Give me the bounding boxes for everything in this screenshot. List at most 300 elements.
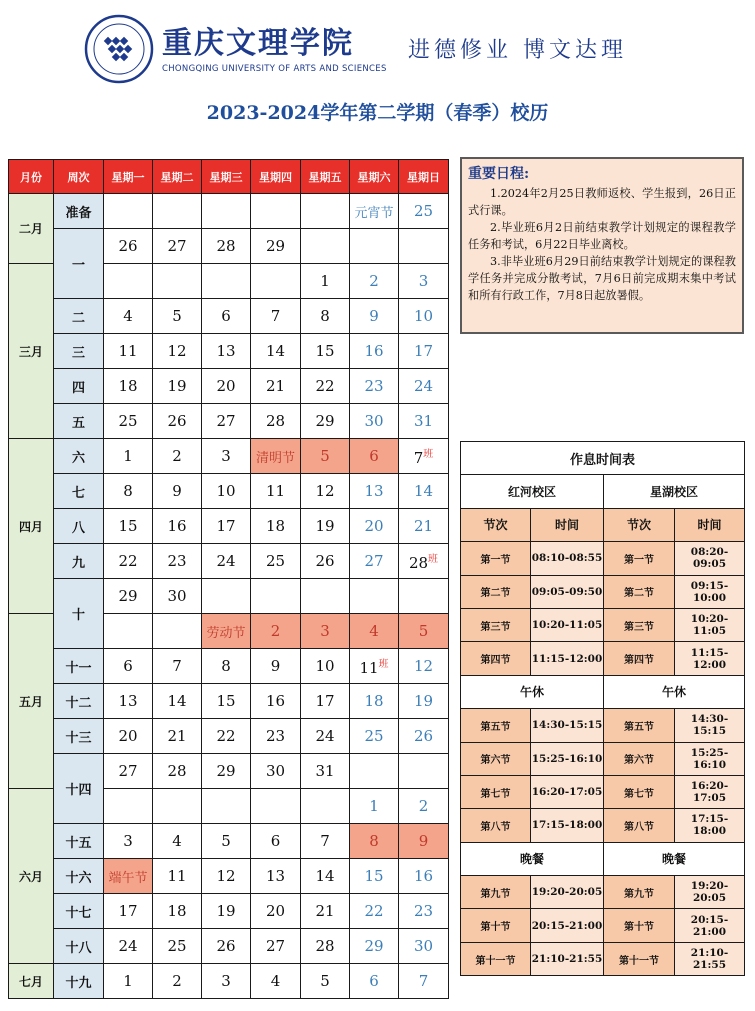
- notes-title: 重要日程:: [468, 166, 530, 182]
- day-cell: 8: [202, 649, 251, 684]
- day-cell: 30: [251, 754, 301, 789]
- period-time: 15:25-16:10: [531, 742, 604, 775]
- period-label: 第五节: [604, 709, 675, 742]
- period-label: 第六节: [604, 742, 675, 775]
- day-cell: 25: [350, 719, 399, 754]
- day-cell: 4: [104, 299, 153, 334]
- noon-break-label: 午休: [461, 675, 604, 708]
- day-cell: 9: [153, 474, 202, 509]
- calendar-row: [9, 439, 449, 474]
- campus-a-label: 红河校区: [461, 475, 604, 508]
- day-cell: [301, 229, 350, 264]
- period-time: 20:15-21:00: [675, 909, 745, 942]
- time-header: 时间: [531, 508, 604, 541]
- day-cell: [399, 579, 449, 614]
- day-cell: 27: [251, 929, 301, 964]
- day-cell: 4: [153, 824, 202, 859]
- day-cell: 12: [202, 859, 251, 894]
- calendar-row: [9, 369, 449, 404]
- period-time: 09:15-10:00: [675, 575, 745, 608]
- period-label: 第一节: [461, 542, 531, 575]
- campus-b-label: 星湖校区: [604, 475, 745, 508]
- day-cell: 17: [301, 684, 350, 719]
- month-label: 二月: [9, 194, 54, 264]
- holiday-cell: 劳动节: [202, 614, 251, 649]
- noon-break-label: 午休: [604, 675, 745, 708]
- day-cell: 2: [153, 964, 202, 999]
- day-cell: 18: [350, 684, 399, 719]
- period-label: 第九节: [461, 876, 531, 909]
- day-cell: 22: [301, 369, 350, 404]
- day-cell: [399, 229, 449, 264]
- period-time: 14:30-15:15: [531, 709, 604, 742]
- day-cell: 3: [104, 824, 153, 859]
- day-cell: 29: [350, 929, 399, 964]
- break-row: [461, 842, 745, 875]
- period-label: 第二节: [461, 575, 531, 608]
- month-label: 七月: [9, 964, 54, 999]
- day-cell: [251, 789, 301, 824]
- holiday-cell: 5: [399, 614, 449, 649]
- day-cell: 3: [202, 439, 251, 474]
- workday-mark: 班: [378, 659, 389, 670]
- day-cell: 6: [350, 964, 399, 999]
- calendar-row: [9, 229, 449, 264]
- schedule-row: [461, 809, 745, 842]
- day-cell: 23: [399, 894, 449, 929]
- schedule-row: [461, 608, 745, 641]
- schedule-row: [461, 775, 745, 808]
- period-time: 21:10-21:55: [675, 942, 745, 975]
- header-week: 周次: [54, 160, 104, 194]
- day-cell: [202, 579, 251, 614]
- day-cell: 22: [202, 719, 251, 754]
- holiday-cell: 清明节: [251, 439, 301, 474]
- header-month: 月份: [9, 160, 54, 194]
- month-label: 六月: [9, 789, 54, 964]
- day-cell: 16: [251, 684, 301, 719]
- day-cell: 20: [251, 894, 301, 929]
- day-cell: [251, 264, 301, 299]
- makeup-workday-cell: [350, 649, 399, 684]
- week-label: 十八: [54, 929, 104, 964]
- day-cell: [350, 229, 399, 264]
- day-cell: 27: [202, 404, 251, 439]
- day-cell: 10: [399, 299, 449, 334]
- workday-mark: 班: [428, 554, 439, 565]
- week-label: 十三: [54, 719, 104, 754]
- day-cell: 7: [301, 824, 350, 859]
- schedule-header-row: [461, 508, 745, 541]
- day-cell: 27: [153, 229, 202, 264]
- day-cell: 7: [399, 964, 449, 999]
- period-time: 19:20-20:05: [531, 876, 604, 909]
- calendar-row: [9, 859, 449, 894]
- day-cell: 14: [399, 474, 449, 509]
- day-cell: 14: [153, 684, 202, 719]
- schedule-row: [461, 542, 745, 575]
- note-item: 2.毕业班6月2日前结束教学计划规定的课程教学任务和考试，6月22日毕业离校。: [468, 221, 736, 251]
- week-label: 九: [54, 544, 104, 579]
- day-cell: 12: [153, 334, 202, 369]
- period-time: 19:20-20:05: [675, 876, 745, 909]
- period-label: 第六节: [461, 742, 531, 775]
- day-cell: 23: [251, 719, 301, 754]
- day-cell: 26: [104, 229, 153, 264]
- schedule-title: 作息时间表: [461, 442, 745, 475]
- day-cell: [153, 614, 202, 649]
- holiday-cell: 8: [350, 824, 399, 859]
- day-cell: 26: [399, 719, 449, 754]
- holiday-cell: 5: [301, 439, 350, 474]
- week-label: 八: [54, 509, 104, 544]
- week-label: 十一: [54, 649, 104, 684]
- time-header: 时间: [675, 508, 745, 541]
- calendar-row: [9, 509, 449, 544]
- month-label: 五月: [9, 614, 54, 789]
- header-tue: 星期二: [153, 160, 202, 194]
- holiday-cell: 4: [350, 614, 399, 649]
- day-cell: 9: [350, 299, 399, 334]
- period-label: 第三节: [604, 608, 675, 641]
- schedule-row: [461, 942, 745, 975]
- day-cell: 25: [251, 544, 301, 579]
- week-label: 十二: [54, 684, 104, 719]
- day-cell: 7: [251, 299, 301, 334]
- day-cell: 8: [301, 299, 350, 334]
- calendar-row: [9, 404, 449, 439]
- calendar-header-row: [9, 160, 449, 194]
- day-cell: 11: [153, 859, 202, 894]
- month-label: 三月: [9, 264, 54, 439]
- calendar-row: [9, 824, 449, 859]
- period-label: 第十一节: [461, 942, 531, 975]
- day-cell: 26: [301, 544, 350, 579]
- holiday-cell: 端午节: [104, 859, 153, 894]
- day-cell: 8: [104, 474, 153, 509]
- period-time: 10:20-11:05: [675, 608, 745, 641]
- calendar-row: [9, 754, 449, 789]
- day-cell: 16: [153, 509, 202, 544]
- day-cell: 28: [202, 229, 251, 264]
- week-label: 十五: [54, 824, 104, 859]
- schedule-row: [461, 575, 745, 608]
- header-sun: 星期日: [399, 160, 449, 194]
- day-cell: [301, 194, 350, 229]
- calendar-row: [9, 194, 449, 229]
- period-time: 08:10-08:55: [531, 542, 604, 575]
- day-cell: [301, 789, 350, 824]
- period-label: 第五节: [461, 709, 531, 742]
- note-item: 1.2024年2月25日教师返校、学生报到，26日正式行课。: [468, 187, 736, 217]
- calendar-row: [9, 719, 449, 754]
- day-cell: 5: [202, 824, 251, 859]
- day-cell: [399, 754, 449, 789]
- makeup-workday-cell: [399, 439, 449, 474]
- day-cell: 28: [153, 754, 202, 789]
- day-cell: 31: [399, 404, 449, 439]
- day-cell: 11: [251, 474, 301, 509]
- dinner-break-label: 晚餐: [461, 842, 604, 875]
- day-cell: 7: [153, 649, 202, 684]
- day-cell: 15: [104, 509, 153, 544]
- calendar-row: [9, 964, 449, 999]
- schedule-row: [461, 709, 745, 742]
- week-label: 六: [54, 439, 104, 474]
- day-cell: 21: [301, 894, 350, 929]
- day-cell: 17: [202, 509, 251, 544]
- day-cell: 15: [202, 684, 251, 719]
- calendar-row: [9, 684, 449, 719]
- day-number: 28: [408, 554, 429, 572]
- dinner-break-label: 晚餐: [604, 842, 745, 875]
- day-cell: [104, 789, 153, 824]
- day-cell: 24: [301, 719, 350, 754]
- day-number: 7: [413, 449, 424, 467]
- period-time: 15:25-16:10: [675, 742, 745, 775]
- day-cell: 11: [104, 334, 153, 369]
- header-thu: 星期四: [251, 160, 301, 194]
- week-label: 一: [54, 229, 104, 299]
- day-cell: 15: [301, 334, 350, 369]
- week-label: 十七: [54, 894, 104, 929]
- day-cell: 31: [301, 754, 350, 789]
- day-cell: 30: [350, 404, 399, 439]
- day-cell: 19: [202, 894, 251, 929]
- day-cell: 4: [251, 964, 301, 999]
- note-item: 3.非毕业班6月29日前结束教学计划规定的课程教学任务并完成分散考试，7月6日前完成期末集中考试和所有行政工作，7月8日起放暑假。: [468, 255, 736, 302]
- page-title: 2023-2024学年第二学期（春季）校历: [206, 102, 549, 124]
- day-cell: 22: [104, 544, 153, 579]
- day-cell: 14: [251, 334, 301, 369]
- month-label: 四月: [9, 439, 54, 614]
- day-cell: 29: [301, 404, 350, 439]
- period-label: 第三节: [461, 608, 531, 641]
- schedule-title-row: [461, 442, 745, 475]
- day-cell: 3: [399, 264, 449, 299]
- day-cell: 27: [104, 754, 153, 789]
- day-cell: 19: [399, 684, 449, 719]
- day-cell: 25: [399, 194, 449, 229]
- calendar-row: [9, 929, 449, 964]
- calendar-row: [9, 334, 449, 369]
- schedule-row: [461, 909, 745, 942]
- day-cell: 18: [153, 894, 202, 929]
- day-cell: 12: [399, 649, 449, 684]
- week-label: 十: [54, 579, 104, 649]
- day-cell: [251, 194, 301, 229]
- day-cell: 16: [399, 859, 449, 894]
- holiday-note: 元宵节: [350, 194, 399, 229]
- day-cell: 17: [104, 894, 153, 929]
- day-cell: 29: [202, 754, 251, 789]
- day-cell: 13: [104, 684, 153, 719]
- header-wed: 星期三: [202, 160, 251, 194]
- day-cell: [104, 194, 153, 229]
- period-time: 17:15-18:00: [675, 809, 745, 842]
- break-row: [461, 675, 745, 708]
- holiday-cell: 9: [399, 824, 449, 859]
- day-cell: [251, 579, 301, 614]
- header-fri: 星期五: [301, 160, 350, 194]
- week-label: 十九: [54, 964, 104, 999]
- day-cell: 28: [301, 929, 350, 964]
- day-cell: 25: [104, 404, 153, 439]
- day-cell: 26: [153, 404, 202, 439]
- header-mon: 星期一: [104, 160, 153, 194]
- day-cell: 1: [104, 439, 153, 474]
- day-cell: 18: [251, 509, 301, 544]
- day-cell: 5: [153, 299, 202, 334]
- day-cell: 28: [251, 404, 301, 439]
- day-cell: 23: [153, 544, 202, 579]
- day-cell: 2: [350, 264, 399, 299]
- day-cell: 6: [202, 299, 251, 334]
- school-name-en: CHONGQING UNIVERSITY OF ARTS AND SCIENCES: [162, 64, 387, 74]
- period-label: 第十节: [461, 909, 531, 942]
- day-cell: [202, 264, 251, 299]
- day-cell: 5: [301, 964, 350, 999]
- period-label: 第八节: [604, 809, 675, 842]
- period-time: 11:15-12:00: [675, 642, 745, 675]
- day-cell: [153, 789, 202, 824]
- schedule-row: [461, 642, 745, 675]
- period-label: 第十一节: [604, 942, 675, 975]
- day-cell: 21: [153, 719, 202, 754]
- day-cell: 19: [301, 509, 350, 544]
- period-time: 16:20-17:05: [675, 775, 745, 808]
- day-cell: 13: [251, 859, 301, 894]
- period-time: 11:15-12:00: [531, 642, 604, 675]
- day-cell: 20: [202, 369, 251, 404]
- week-label: 四: [54, 369, 104, 404]
- day-cell: 24: [202, 544, 251, 579]
- period-label: 第九节: [604, 876, 675, 909]
- day-cell: 25: [153, 929, 202, 964]
- day-cell: [350, 754, 399, 789]
- period-time: 10:20-11:05: [531, 608, 604, 641]
- day-cell: 9: [251, 649, 301, 684]
- day-cell: 13: [350, 474, 399, 509]
- day-cell: 3: [202, 964, 251, 999]
- day-cell: 20: [350, 509, 399, 544]
- day-cell: 30: [153, 579, 202, 614]
- day-cell: 16: [350, 334, 399, 369]
- period-time: 14:30-15:15: [675, 709, 745, 742]
- week-label: 二: [54, 299, 104, 334]
- day-cell: [104, 264, 153, 299]
- period-time: 17:15-18:00: [531, 809, 604, 842]
- week-label: 三: [54, 334, 104, 369]
- day-cell: 30: [399, 929, 449, 964]
- day-cell: 17: [399, 334, 449, 369]
- day-cell: 1: [104, 964, 153, 999]
- day-cell: [202, 194, 251, 229]
- day-cell: 1: [350, 789, 399, 824]
- day-cell: 18: [104, 369, 153, 404]
- day-cell: 6: [251, 824, 301, 859]
- important-notes-box: [460, 157, 744, 334]
- period-header: 节次: [461, 508, 531, 541]
- day-cell: 24: [104, 929, 153, 964]
- day-cell: 27: [350, 544, 399, 579]
- period-header: 节次: [604, 508, 675, 541]
- day-cell: 24: [399, 369, 449, 404]
- period-label: 第十节: [604, 909, 675, 942]
- calendar-row: [9, 299, 449, 334]
- period-label: 第一节: [604, 542, 675, 575]
- period-time: 21:10-21:55: [531, 942, 604, 975]
- week-label: 十六: [54, 859, 104, 894]
- calendar-table: [8, 159, 449, 999]
- week-label: 五: [54, 404, 104, 439]
- week-label: 准备: [54, 194, 104, 229]
- day-cell: 2: [399, 789, 449, 824]
- day-cell: [301, 579, 350, 614]
- calendar-row: [9, 474, 449, 509]
- day-cell: 14: [301, 859, 350, 894]
- day-cell: 21: [399, 509, 449, 544]
- day-cell: [153, 194, 202, 229]
- school-logo: [84, 14, 154, 84]
- day-cell: 13: [202, 334, 251, 369]
- day-cell: 10: [202, 474, 251, 509]
- schedule-row: [461, 876, 745, 909]
- day-cell: 15: [350, 859, 399, 894]
- campus-row: [461, 475, 745, 508]
- schedule-row: [461, 742, 745, 775]
- holiday-cell: 3: [301, 614, 350, 649]
- calendar-row: [9, 649, 449, 684]
- period-label: 第四节: [461, 642, 531, 675]
- period-time: 09:05-09:50: [531, 575, 604, 608]
- day-cell: [104, 614, 153, 649]
- day-cell: 12: [301, 474, 350, 509]
- period-label: 第七节: [604, 775, 675, 808]
- day-cell: 23: [350, 369, 399, 404]
- week-label: 十四: [54, 754, 104, 824]
- day-cell: 2: [153, 439, 202, 474]
- period-label: 第二节: [604, 575, 675, 608]
- day-cell: [153, 264, 202, 299]
- day-cell: 22: [350, 894, 399, 929]
- school-motto: 进德修业 博文达理: [408, 38, 627, 63]
- calendar-row: [9, 894, 449, 929]
- schedule-table: [460, 441, 745, 976]
- day-cell: [350, 579, 399, 614]
- day-cell: 10: [301, 649, 350, 684]
- period-label: 第八节: [461, 809, 531, 842]
- day-cell: 26: [202, 929, 251, 964]
- week-label: 七: [54, 474, 104, 509]
- workday-mark: 班: [423, 449, 434, 460]
- period-time: 20:15-21:00: [531, 909, 604, 942]
- day-cell: 6: [104, 649, 153, 684]
- school-name: 重庆文理学院: [162, 26, 354, 61]
- period-label: 第七节: [461, 775, 531, 808]
- day-cell: 29: [251, 229, 301, 264]
- period-time: 16:20-17:05: [531, 775, 604, 808]
- day-cell: 20: [104, 719, 153, 754]
- period-label: 第四节: [604, 642, 675, 675]
- header-sat: 星期六: [350, 160, 399, 194]
- day-cell: 29: [104, 579, 153, 614]
- day-cell: 21: [251, 369, 301, 404]
- holiday-cell: 6: [350, 439, 399, 474]
- day-number: 11: [359, 659, 379, 677]
- day-cell: 1: [301, 264, 350, 299]
- day-cell: [202, 789, 251, 824]
